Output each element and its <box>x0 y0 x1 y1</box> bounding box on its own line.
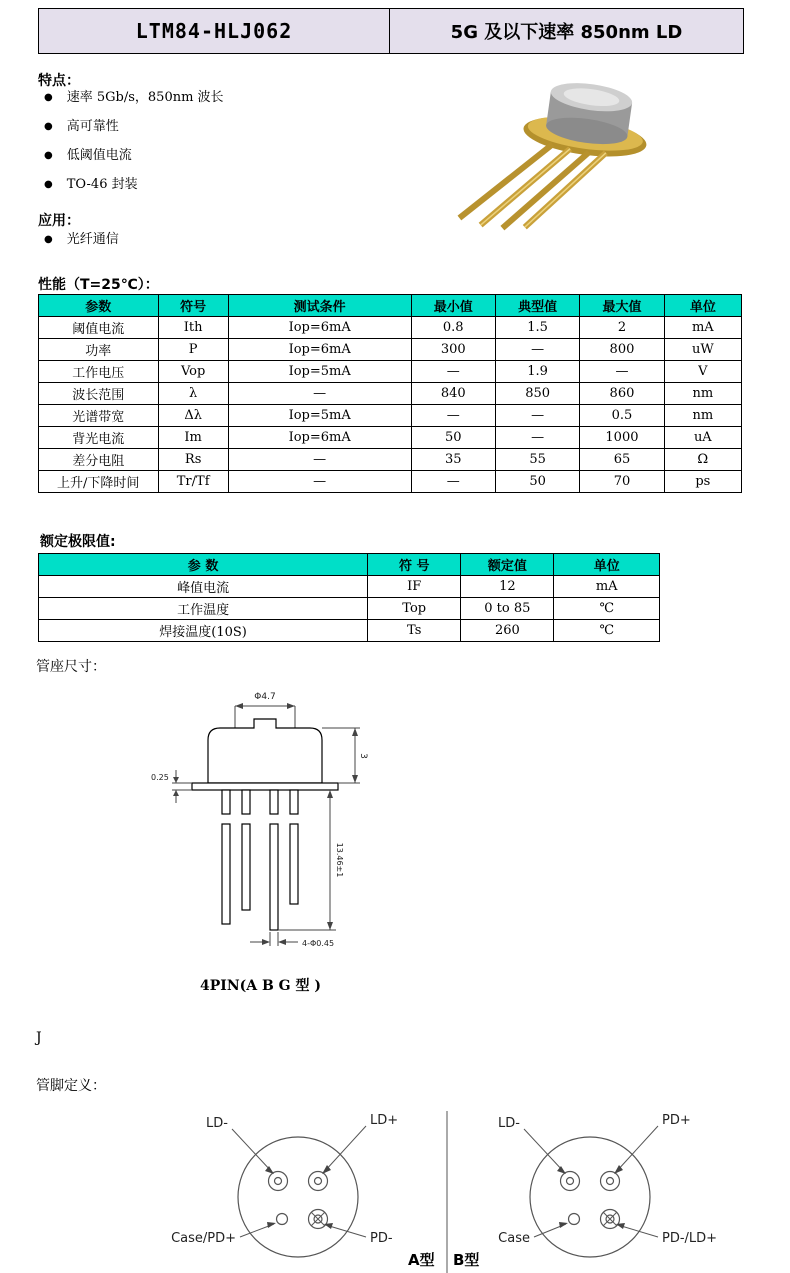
table-cell: λ <box>158 383 228 405</box>
table-cell: 300 <box>411 339 495 361</box>
table-cell: 70 <box>580 471 664 493</box>
dim-pin-length: 13.46±1 <box>335 842 344 878</box>
table-cell: Iop=5mA <box>228 405 411 427</box>
pin <box>242 824 250 910</box>
stray-text: J <box>36 1030 42 1046</box>
table-cell: ps <box>664 471 741 493</box>
applications-list <box>44 226 344 255</box>
table-row <box>39 471 742 493</box>
type-b-pin-case <box>569 1214 580 1225</box>
bullet-icon: ● <box>44 150 53 161</box>
table-cell: Vop <box>158 361 228 383</box>
table-cell: 50 <box>411 427 495 449</box>
table-cell: Rs <box>158 449 228 471</box>
table-cell: — <box>495 427 579 449</box>
table-cell: 65 <box>580 449 664 471</box>
table-cell: — <box>495 405 579 427</box>
table-row <box>39 361 742 383</box>
pin-stub <box>222 790 230 814</box>
photo-pin <box>502 142 588 239</box>
table-cell: IF <box>368 576 461 598</box>
package-heading: 管座尺寸： <box>36 659 106 675</box>
bullet-icon: ● <box>44 234 53 245</box>
table-row <box>39 620 660 642</box>
table-cell: Iop=6mA <box>228 317 411 339</box>
table-cell: 800 <box>580 339 664 361</box>
table-cell: Δλ <box>158 405 228 427</box>
type-b-label-bottom-left: Case <box>498 1231 530 1246</box>
table-cell: 工作温度 <box>39 598 368 620</box>
table-cell: 峰值电流 <box>39 576 368 598</box>
table-cell: nm <box>664 405 741 427</box>
type-a-pin-ld-minus-center <box>275 1178 282 1185</box>
list-item-text: 高可靠性 <box>66 119 119 134</box>
table-row <box>39 427 742 449</box>
list-item-text: 低阈值电流 <box>66 148 132 163</box>
table-cell: 背光电流 <box>39 427 159 449</box>
table-cell: nm <box>664 383 741 405</box>
type-b-pin-pd-plus-center <box>607 1178 614 1185</box>
table-row <box>39 598 660 620</box>
table-cell: 35 <box>411 449 495 471</box>
ratings-table <box>38 553 660 642</box>
table-cell: Iop=6mA <box>228 339 411 361</box>
column-header: 最小值 <box>411 295 495 317</box>
table-cell: 55 <box>495 449 579 471</box>
table-cell: Ts <box>368 620 461 642</box>
table-cell: — <box>411 405 495 427</box>
table-cell: 阈值电流 <box>39 317 159 339</box>
flange-outline <box>192 783 338 790</box>
package-caption: 4PIN(A B G 型 ) <box>200 978 322 994</box>
type-b-pin-ld-minus-center <box>567 1178 574 1185</box>
table-cell: 50 <box>495 471 579 493</box>
bullet-icon: ● <box>44 179 53 190</box>
table-cell: 0 to 85 <box>461 598 554 620</box>
column-header: 符 号 <box>368 554 461 576</box>
pin <box>290 824 298 904</box>
table-row <box>39 317 742 339</box>
type-a-label-top-right: LD+ <box>370 1113 399 1128</box>
column-header: 单位 <box>554 554 660 576</box>
bullet-icon: ● <box>44 92 53 103</box>
package-drawing <box>150 686 470 971</box>
table-cell: 850 <box>495 383 579 405</box>
column-header: 典型值 <box>495 295 579 317</box>
table-cell: 功率 <box>39 339 159 361</box>
table-cell: ℃ <box>554 598 660 620</box>
list-item-text: 光纤通信 <box>66 232 119 247</box>
column-header: 额定值 <box>461 554 554 576</box>
table-cell: — <box>411 471 495 493</box>
title-bar <box>38 8 745 54</box>
table-cell: 1.9 <box>495 361 579 383</box>
performance-header-row <box>39 295 742 317</box>
type-b-label: B型 <box>453 1251 480 1269</box>
table-row <box>39 576 660 598</box>
table-cell: 光谱带宽 <box>39 405 159 427</box>
table-cell: 260 <box>461 620 554 642</box>
table-row <box>39 449 742 471</box>
list-item <box>44 113 424 142</box>
table-cell: mA <box>664 317 741 339</box>
column-header: 参数 <box>39 295 159 317</box>
applications-heading: 应用： <box>38 213 80 229</box>
table-cell: 2 <box>580 317 664 339</box>
features-list <box>44 84 424 200</box>
list-item <box>44 171 424 200</box>
table-cell: Top <box>368 598 461 620</box>
dim-cap-height: 3 <box>358 753 368 759</box>
type-b-pin-ld-minus <box>561 1172 580 1191</box>
table-row <box>39 383 742 405</box>
table-cell: 1.5 <box>495 317 579 339</box>
type-a-pin-case <box>277 1214 288 1225</box>
page-title: 5G 及以下速率 850nm LD <box>389 8 744 54</box>
type-a-label: A型 <box>408 1251 435 1269</box>
table-cell: ℃ <box>554 620 660 642</box>
table-cell: 840 <box>411 383 495 405</box>
list-item <box>44 84 424 113</box>
part-number: LTM84-HLJ062 <box>38 8 390 54</box>
column-header: 测试条件 <box>228 295 411 317</box>
type-a-label-bottom-left: Case/PD+ <box>171 1231 236 1246</box>
table-cell: 860 <box>580 383 664 405</box>
table-cell: — <box>228 449 411 471</box>
table-cell: 0.8 <box>411 317 495 339</box>
pin <box>222 824 230 924</box>
type-b-pin-pd-plus <box>601 1172 620 1191</box>
column-header: 符号 <box>158 295 228 317</box>
table-cell: V <box>664 361 741 383</box>
table-cell: Iop=6mA <box>228 427 411 449</box>
table-cell: 0.5 <box>580 405 664 427</box>
table-cell: 焊接温度(10S) <box>39 620 368 642</box>
table-cell: uW <box>664 339 741 361</box>
table-cell: Ith <box>158 317 228 339</box>
list-item-text: 速率 5Gb/s，850nm 波长 <box>66 90 224 105</box>
table-row <box>39 405 742 427</box>
table-cell: mA <box>554 576 660 598</box>
pin <box>270 824 278 930</box>
column-header: 单位 <box>664 295 741 317</box>
table-cell: Tr/Tf <box>158 471 228 493</box>
type-a-pin-ld-plus-center <box>315 1178 322 1185</box>
table-row <box>39 339 742 361</box>
pinout-diagram <box>140 1095 740 1273</box>
dim-cap-diameter: Φ4.7 <box>254 692 276 702</box>
pin-stub <box>242 790 250 814</box>
performance-heading: 性能（T=25℃）： <box>38 277 159 293</box>
table-cell: — <box>228 383 411 405</box>
table-cell: 12 <box>461 576 554 598</box>
ratings-heading: 额定极限值: <box>40 534 116 550</box>
type-a-label-bottom-right: PD- <box>370 1231 393 1246</box>
table-cell: Iop=5mA <box>228 361 411 383</box>
table-cell: — <box>228 471 411 493</box>
product-photo <box>450 76 675 241</box>
list-item-text: TO-46 封装 <box>66 177 138 192</box>
table-cell: Im <box>158 427 228 449</box>
column-header: 最大值 <box>580 295 664 317</box>
column-header: 参 数 <box>39 554 368 576</box>
cap-outline <box>208 719 322 783</box>
type-b-label-top-right: PD+ <box>662 1113 691 1128</box>
list-item <box>44 142 424 171</box>
table-cell: P <box>158 339 228 361</box>
dim-pin-diameter: 4-Φ0.45 <box>302 939 335 948</box>
type-a-label-top-left: LD- <box>206 1116 228 1131</box>
pinout-heading: 管脚定义： <box>36 1078 106 1094</box>
ratings-header-row <box>39 554 660 576</box>
bullet-icon: ● <box>44 121 53 132</box>
table-cell: uA <box>664 427 741 449</box>
dim-flange-thickness: 0.25 <box>151 773 169 782</box>
pin-stub <box>290 790 298 814</box>
type-b-label-top-left: LD- <box>498 1116 520 1131</box>
performance-table <box>38 294 742 493</box>
type-a-pin-ld-plus <box>309 1172 328 1191</box>
table-cell: — <box>411 361 495 383</box>
table-cell: — <box>580 361 664 383</box>
table-cell: 1000 <box>580 427 664 449</box>
type-b-label-bottom-right: PD-/LD+ <box>662 1231 718 1246</box>
table-cell: 上升/下降时间 <box>39 471 159 493</box>
table-cell: Ω <box>664 449 741 471</box>
list-item <box>44 226 344 255</box>
table-cell: 工作电压 <box>39 361 159 383</box>
features-heading: 特点： <box>38 73 80 89</box>
table-cell: — <box>495 339 579 361</box>
type-a-pin-ld-minus <box>269 1172 288 1191</box>
table-cell: 波长范围 <box>39 383 159 405</box>
pin-stub <box>270 790 278 814</box>
table-cell: 差分电阻 <box>39 449 159 471</box>
